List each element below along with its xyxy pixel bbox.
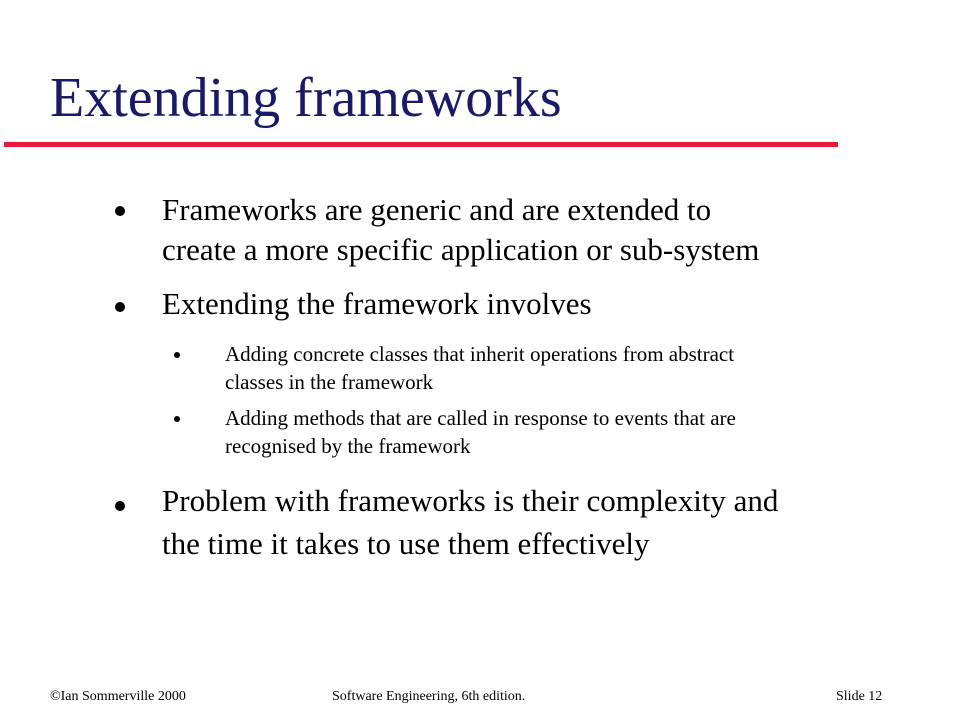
bullet-marker-3: [115, 501, 125, 511]
sub-bullet-1-line-2: classes in the framework: [225, 370, 434, 394]
bullet-marker-2: [115, 302, 125, 312]
slide-title: Extending frameworks: [50, 67, 562, 129]
bullet-3-line-1: Problem with frameworks is their complexity and: [162, 483, 779, 518]
bullet-3-line-2: the time it takes to use them effectively: [162, 526, 650, 561]
bullet-1-line-2: create a more specific application or sub-system: [162, 232, 760, 267]
title-underline: [4, 142, 838, 147]
footer-slide-number: Slide 12: [836, 689, 883, 704]
footer-book-title: Software Engineering, 6th edition.: [332, 689, 526, 704]
sub-bullet-2-line-2: recognised by the framework: [225, 434, 471, 458]
bullet-1-line-1: Frameworks are generic and are extended to: [162, 192, 712, 227]
sub-bullet-marker-1: [174, 352, 180, 358]
bullet-marker-1: [115, 206, 125, 216]
sub-bullet-1-line-1: Adding concrete classes that inherit operations from abstract: [225, 342, 735, 366]
sub-bullet-marker-2: [174, 416, 180, 422]
footer-copyright: ©Ian Sommerville 2000: [50, 689, 186, 704]
sub-bullet-2-line-1: Adding methods that are called in response to events that are: [225, 406, 736, 430]
bullet-2-line-1: Extending the framework involves: [162, 286, 592, 321]
